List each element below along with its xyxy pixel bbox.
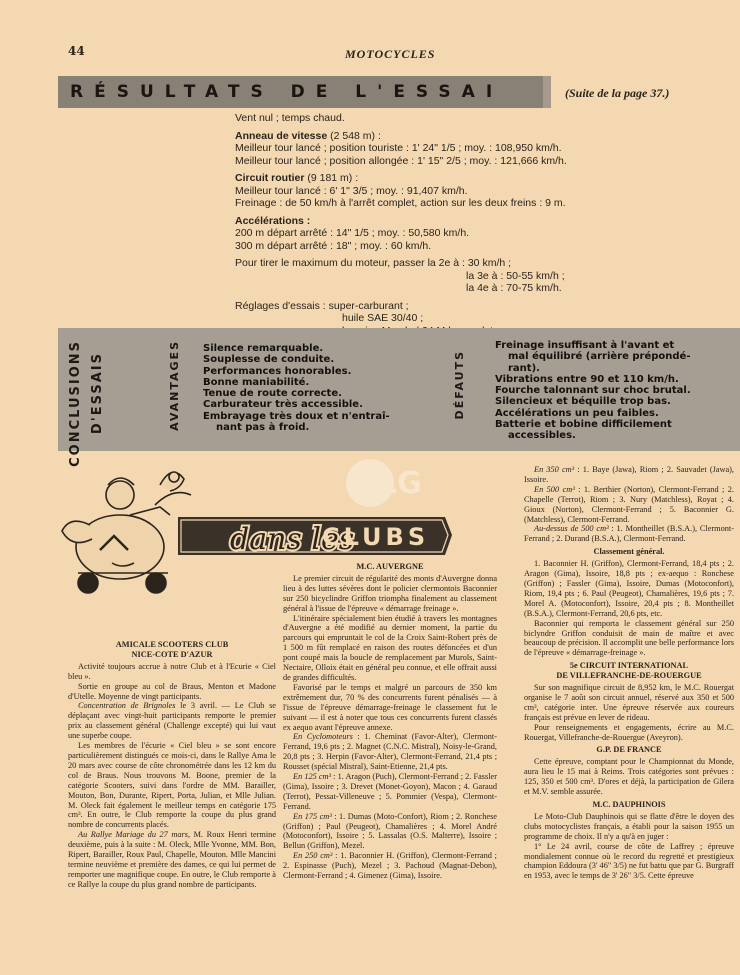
- article-heading: DE VILLEFRANCHE-DE-ROUERGUE: [556, 671, 702, 681]
- column-3: [524, 465, 734, 881]
- paragraph: En 250 cm³ : 1. Baconnier H. (Griffon), Clermont-Ferrand ; 2. Espinasse (Puch), Mezel ; 3. Pachoud (Magnat-Debon), Clermont-Ferrand ; 4. Gimenez (Gima), Issoire.: [283, 851, 497, 881]
- results-line: Pour tirer le maximum du moteur, passer la 2e à : 30 km/h ;: [235, 257, 512, 269]
- results-line: Freinage : de 50 km/h à l'arrêt complet, action sur les deux freins : 9 m.: [235, 197, 566, 209]
- advantage-item: nant pas à froid.: [216, 422, 310, 434]
- defect-item: Vibrations entre 90 et 110 km/h.: [495, 373, 679, 385]
- advantage-item: Carburateur très accessible.: [203, 399, 363, 411]
- results-line: Meilleur tour lancé ; position allongée : 1' 15" 2/5 ; moy. : 121,666 km/h.: [235, 154, 567, 167]
- paragraph: Au Rallye Mariage du 27 mars, M. Roux Henri termine deuxième, puis à la suite : M. Oleck, Mlle Yvonne, MM. Bon, Ripert, Barailler, Roux Paul, Chapelle, Mouton. Mlle Mancini termine neuvième et première des dames, ce qui lui permet de remporter une magnifique coupe. En outre, le Club remporte à ce Rallye la coupe du plus grand nombre de participants.: [68, 830, 276, 889]
- magazine-title: MOTOCYCLES: [345, 47, 436, 61]
- paragraph: Favorisé par le temps et malgré un parcours de 350 km extrêmement dur, 70 % des concurrents furent pénalisés — à l'issue de l'épreuve démarrage-freinage le classement fut le suivant — il est à noter que tous ces concurrents furent classés ex aequo avant l'épreuve annexe.: [283, 682, 497, 732]
- article-heading: M.C. DAUPHINOIS: [592, 800, 666, 809]
- results-line: Vent nul ; temps chaud.: [235, 112, 345, 124]
- paragraph: En 125 cm³ : 1. Aragon (Puch), Clermont-Ferrand ; 2. Fassler (Gima), Issoire ; 3. Drevet (Monet-Goyon), Macon ; 4. Garaud (Terrot), Pessat-Villeneuve ; 5. Pommier (Vespa), Clermont-Ferrand.: [283, 772, 497, 811]
- advantages-list: [203, 343, 443, 433]
- article-heading: G.P. DE FRANCE: [596, 745, 662, 755]
- page-number: 44: [68, 44, 85, 58]
- banner-script: dans les: [230, 522, 355, 557]
- article-heading: M.C. AUVERGNE: [356, 562, 424, 571]
- test-results: [235, 112, 675, 350]
- defect-item: accessibles.: [508, 430, 576, 442]
- paragraph: 1. Baconnier H. (Griffon), Clermont-Ferrand, 18,4 pts ; 2. Aragon (Gima), Issoire, 18,8 pts ; ex-aequo : Ronchese (Griffon) ; Fassler (Gima), Issoire, Dumas (Motoconfort), Riom, 19,4 pts ; 6. Paul (Peugeot), Chamalières, 19,6 pts ; 7. Morel A. (Motoconfort), Issoire, 20,4 pts ; 8. Montheillet (B.S.A.), Clermont-Ferrand, 20,6 pts, etc.: [524, 559, 734, 618]
- defect-item: Freinage insuffisant à l'avant et: [495, 340, 675, 351]
- paragraph: Sur son magnifique circuit de 8,952 km, le M.C. Rouergat organise le 7 août son circuit annuel, réservé aux 350 et 500 cm³, catégorie inter. Une épreuve réservée aux coureurs français est prévue en lever de rideau.: [524, 683, 734, 722]
- conclusions-label: CONCLUSIONS: [68, 340, 83, 467]
- paragraph: Cette épreuve, comptant pour le Championnat du Monde, aura lieu le 15 mai à Reims. Trois catégories sont prévues : 125, 350 et 500 cm³. D'ores et déjà, la participation de Gilera et M.V. semble assurée.: [524, 757, 734, 797]
- advantage-item: Bonne maniabilité.: [203, 376, 310, 388]
- paragraph: En Cyclomoteurs : 1. Cheminat (Favor-Alter), Clermont-Ferrand, 19,6 pts ; 2. Magnet (C.N.C. Mistral), Noisy-le-Grand, 20,8 pts ; 3. Herpin (Favor-Alter), Clermont-Ferrand, 21,4 pts ; Rousset (spécial Mistral), Saint-Etienne, 21,4 pts.: [283, 732, 497, 772]
- results-line: huile SAE 30/40 ;: [342, 312, 424, 324]
- paragraph: Les membres de l'écurie « Ciel bleu » se sont encore particulièrement distingués ce mois-ci, dans le Rallye Ama le 20 mars avec course de côte chronométrée dans les 12 km du col de Braus. Nous trouvons M. Boone, premier de la catégorie Scooters, suivi dans l'ordre de MM. Barailler, Mouton, Bon, Durante, Ripert, Porta, Julian, et Mlle Julian. M. Oleck fait également le meilleur temps en catégorie 175 cm³. En outre, le Club remporte la coupe du plus grand nombre de concurrents placés.: [68, 741, 276, 830]
- article-heading: AMICALE SCOOTERS CLUB: [115, 640, 229, 649]
- banner-bold: CLUBS: [322, 523, 430, 551]
- defects-list: [495, 340, 740, 442]
- paragraph: Au-dessus de 500 cm³ : 1. Montheillet (B.S.A.), Clermont-Ferrand ; 2. Durand (B.S.A.), Clermont-Ferrand.: [524, 524, 734, 544]
- defect-item: Accélérations un peu faibles.: [495, 407, 659, 419]
- paragraph: Le premier circuit de régularité des monts d'Auvergne donna lieu à des luttes sévères dont le policier clermontois Baconnier sur 250 bicyclindre Griffon triompha finalement au classement général à l'issue de l'épreuve « démarrage freinage ».: [283, 573, 497, 613]
- paragraph: Le Moto-Club Dauphinois qui se flatte d'être le doyen des clubs motocyclistes français, a établi pour la saison 1955 un programme de choix. Il n'y a qu'à en juger :: [524, 811, 734, 841]
- results-line: 200 m départ arrêté : 14" 1/5 ; moy. : 50,580 km/h.: [235, 227, 470, 239]
- conclusions-label-2: D'ESSAIS: [90, 352, 105, 435]
- cartoon-scooter-rider: [62, 472, 191, 593]
- column-2: [283, 559, 497, 881]
- results-line: 300 m départ arrêté : 18" ; moy. : 60 km/h.: [235, 239, 432, 252]
- defects-label: DÉFAUTS: [453, 350, 466, 420]
- paragraph: Concentration de Brignoles le 3 avril. — Le Club se déplaçant avec vingt-huit participants remporte le premier prix au classement général (Challenge excepté) qui lui vaut une superbe coupe.: [68, 701, 276, 741]
- paragraph: L'itinéraire spécialement bien étudié à travers les montagnes d'Auvergne a été modifié au dernier moment, la partie du parcours qui empruntait le col de la Croix Saint-Robert près de 1 500 m fût remplacé en raison des routes défoncées et d'un pont coupé mais la boucle de remplacement par Murols, Saint-Nectaire, Olloix était en général peu connue, et elle offrait aussi de grandes difficultés.: [283, 613, 497, 682]
- advantage-item: Tenue de route correcte.: [203, 388, 342, 400]
- advantage-item: Embrayage très doux et n'entraî-: [203, 410, 390, 422]
- advantages-label: AVANTAGES: [168, 340, 181, 431]
- paragraph: En 350 cm³ : 1. Baye (Jawa), Riom ; 2. Sauvadet (Jawa), Issoire.: [524, 465, 734, 484]
- paragraph: 1° Le 24 avril, course de côte de Laffrey ; épreuve mondialement connue où le record du regretté et prestigieux champion Eddoura (3' 46" 3/5) ne fut battu que par G. Burgraff en 1953, avec le temps de 3' 26" 3/5. Cette épreuve: [524, 841, 734, 881]
- defect-item: mal équilibré (arrière prépondé-: [508, 351, 691, 363]
- watermark-logo: [340, 447, 430, 522]
- advantage-item: Souplesse de conduite.: [203, 354, 335, 366]
- defect-item: Fourche talonnant sur choc brutal.: [495, 385, 691, 397]
- results-line: Meilleur tour lancé ; position touriste : 1' 24" 1/5 ; moy. : 108,950 km/h.: [235, 142, 562, 154]
- defect-item: rant).: [508, 362, 540, 374]
- defect-item: Silencieux et béquille trop bas.: [495, 396, 671, 408]
- continued-note: (Suite de la page 37.): [565, 86, 670, 100]
- paragraph: Activité toujours accrue à notre Club et à l'Ecurie « Ciel bleu ».: [68, 661, 276, 681]
- results-heading: Circuit routier (9 181 m) :: [235, 172, 359, 184]
- article-heading: NICE-COTE D'AZUR: [131, 649, 213, 659]
- results-line: la 3e à : 50-55 km/h ;: [466, 269, 565, 282]
- defect-item: Batterie et bobine difficilement: [495, 419, 672, 431]
- paragraph: En 500 cm³ : 1. Berthier (Norton), Clermont-Ferrand ; 2. Chapelle (Terrot), Riom ; 3. Nury (Matchless), Royat ; 4. Gioux (Norton), Clermont-Ferrand ; 5. Baconnier G. (Matchless), Clermont-Ferrand.: [524, 484, 734, 524]
- section-title: RÉSULTATS DE L'ESSAI: [58, 76, 543, 108]
- results-heading: Accélérations :: [235, 214, 311, 227]
- paragraph: Pour renseignements et engagements, écrire au M.C. Rouergat, Villefranche-de-Rouergue (Aveyron).: [524, 722, 734, 742]
- article-heading: 5e CIRCUIT INTERNATIONAL: [569, 661, 689, 671]
- results-line: Meilleur tour lancé : 6' 1" 3/5 ; moy. : 91,407 km/h.: [235, 184, 468, 197]
- results-heading: Anneau de vitesse (2 548 m) :: [235, 129, 381, 142]
- advantage-item: Silence remarquable.: [203, 343, 324, 354]
- results-line: la 4e à : 70-75 km/h.: [466, 282, 562, 294]
- article-heading: Classement général.: [593, 547, 665, 557]
- column-1: [68, 640, 276, 890]
- paragraph: Baconnier qui remporta le classement général sur 250 biclyndre Griffon conduisit de main de maître et avec beaucoup de précision. Il accomplit une belle performance lors de l'épreuve « démarrage-freinage ».: [524, 618, 734, 658]
- paragraph: Sortie en groupe au col de Braus, Menton et Madone d'Utelle. Moyenne de vingt participants.: [68, 681, 276, 701]
- paragraph: En 175 cm³ : 1. Dumas (Moto-Confort), Riom ; 2. Ronchese (Griffon) ; Paul (Peugeot), Chamalières ; 4. Morel André (Motoconfort), Issoire ; 5. Lassalas (O.S. Malterre), Issoire ; Bellun (Griffon), Mezel.: [283, 811, 497, 851]
- svg-text:LG: LG: [378, 466, 422, 501]
- results-line: Réglages d'essais : super-carburant ;: [235, 299, 409, 312]
- title-bar-edge: [543, 76, 551, 108]
- advantage-item: Performances honorables.: [203, 365, 352, 377]
